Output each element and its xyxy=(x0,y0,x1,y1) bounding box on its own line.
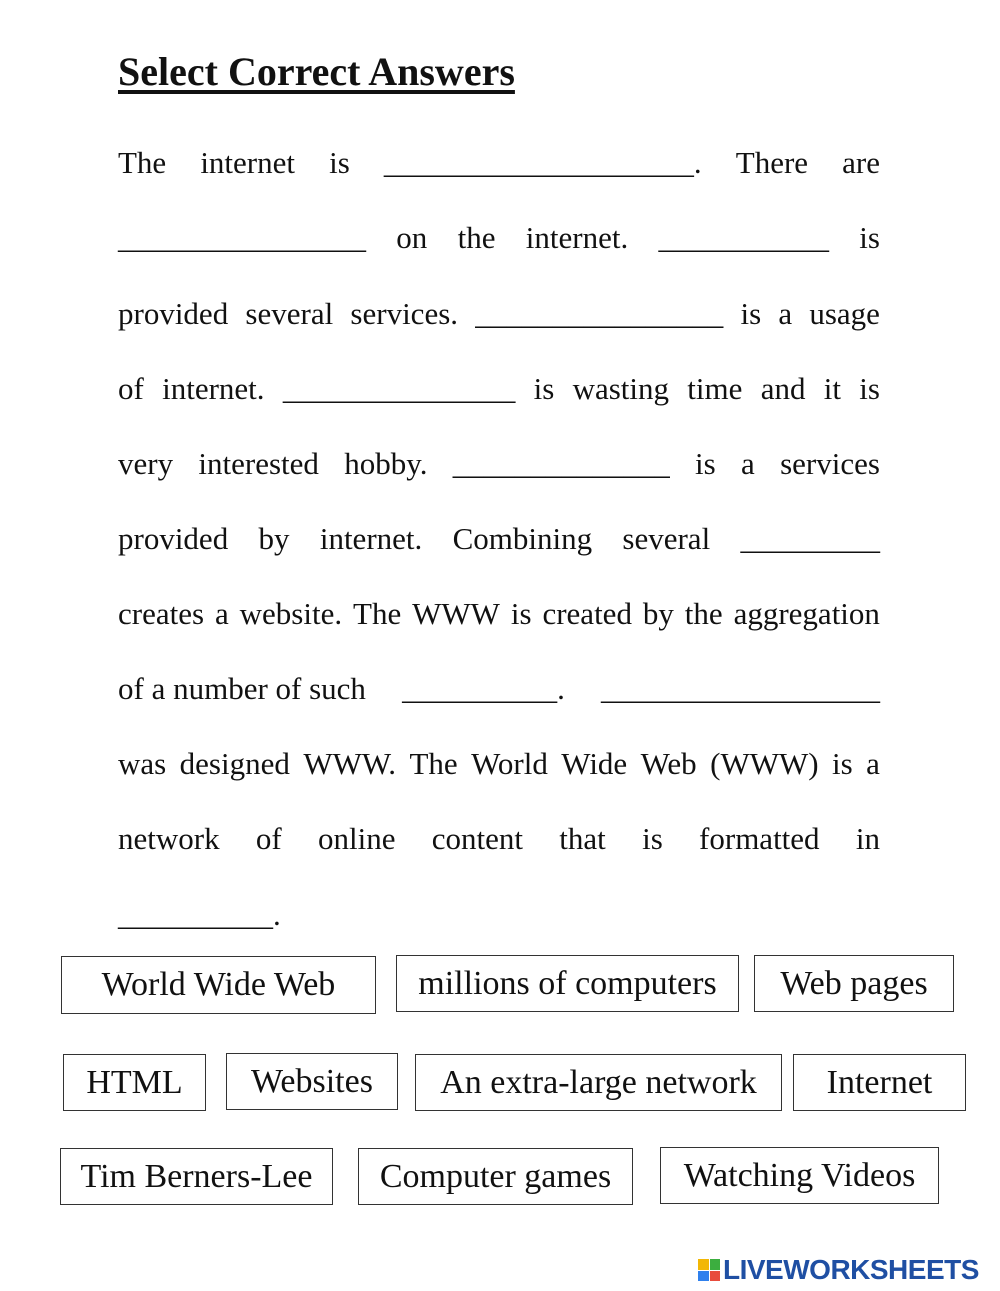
paragraph-line xyxy=(118,521,880,557)
answer-option-millions-of-computers[interactable]: millions of computers xyxy=(396,955,739,1012)
paragraph-word: is xyxy=(510,596,532,631)
paragraph-word: internet. xyxy=(319,521,423,556)
paragraph-word: designed xyxy=(179,746,290,781)
paragraph-word: a xyxy=(866,746,880,781)
answer-option-web-pages[interactable]: Web pages xyxy=(754,955,954,1012)
paragraph-word: is xyxy=(832,746,853,781)
paragraph-word: is xyxy=(533,371,555,406)
paragraph-word: website. xyxy=(239,596,343,631)
paragraph-word: WWW xyxy=(412,596,500,631)
answer-option-watching-videos[interactable]: Watching Videos xyxy=(660,1147,939,1204)
paragraph-word: in xyxy=(855,821,880,856)
paragraph-word: usage xyxy=(809,296,880,331)
paragraph-word: There xyxy=(735,145,809,180)
paragraph-line xyxy=(118,821,880,857)
paragraph-word: internet. xyxy=(525,220,629,255)
answer-option-computer-games[interactable]: Computer games xyxy=(358,1148,633,1205)
paragraph-word: online xyxy=(317,821,396,856)
paragraph-word: (WWW) xyxy=(710,746,819,781)
paragraph-word: the xyxy=(684,596,723,631)
answer-blank[interactable]: ________________ xyxy=(475,296,724,331)
answer-option-internet[interactable]: Internet xyxy=(793,1054,966,1111)
paragraph-word: The xyxy=(409,746,458,781)
mark-square xyxy=(710,1259,721,1270)
answer-option-tim-berners-lee[interactable]: Tim Berners-Lee xyxy=(60,1148,333,1205)
paragraph-word: on xyxy=(396,220,428,255)
paragraph-word: internet. xyxy=(162,371,265,406)
paragraph-word: a xyxy=(778,296,793,331)
paragraph-word: WWW. xyxy=(303,746,397,781)
mark-square xyxy=(698,1259,709,1270)
paragraph-word: Web xyxy=(640,746,697,781)
paragraph-word: created xyxy=(542,596,632,631)
paragraph-line xyxy=(118,145,880,181)
paragraph-word: hobby. xyxy=(344,446,428,481)
paragraph-line xyxy=(118,371,880,407)
worksheet-title: Select Correct Answers xyxy=(118,49,515,94)
paragraph-word: is xyxy=(642,821,663,856)
paragraph-word: time xyxy=(687,371,743,406)
paragraph-line xyxy=(118,220,880,256)
paragraph-word: Wide xyxy=(561,746,628,781)
answer-option-websites[interactable]: Websites xyxy=(226,1053,398,1110)
paragraph-word: are xyxy=(842,145,880,180)
paragraph-line xyxy=(118,446,880,482)
paragraph-word: wasting xyxy=(572,371,670,406)
paragraph-word: several xyxy=(245,296,334,331)
paragraph-word: aggregation xyxy=(733,596,880,631)
paragraph-line xyxy=(118,897,880,933)
paragraph-line xyxy=(118,596,880,632)
paragraph-word: a xyxy=(741,446,755,481)
answer-blank[interactable]: __________________ xyxy=(601,671,880,706)
paragraph-word: is xyxy=(695,446,716,481)
answer-option-extra-large-network[interactable]: An extra-large network xyxy=(415,1054,782,1111)
paragraph-word: The xyxy=(118,145,167,180)
paragraph-word: The xyxy=(353,596,402,631)
paragraph-word: the xyxy=(457,220,496,255)
answer-blank[interactable]: __________. xyxy=(118,897,281,932)
paragraph-word: internet xyxy=(200,145,295,180)
paragraph-word: several xyxy=(622,521,711,556)
answer-blank[interactable]: __________. xyxy=(402,671,565,706)
liveworksheets-logo xyxy=(698,1255,979,1285)
mark-square xyxy=(710,1271,721,1282)
paragraph-word: of xyxy=(118,371,144,406)
paragraph-word: was xyxy=(118,746,167,781)
paragraph-word: provided xyxy=(118,521,229,556)
paragraph-line xyxy=(118,746,880,782)
paragraph-word: services. xyxy=(350,296,459,331)
paragraph-word: and xyxy=(760,371,806,406)
paragraph-word: that xyxy=(559,821,606,856)
paragraph-word: Combining xyxy=(452,521,593,556)
paragraph-word: by xyxy=(642,596,674,631)
paragraph-word: interested xyxy=(198,446,319,481)
mark-square xyxy=(698,1271,709,1282)
paragraph-word: formatted xyxy=(699,821,820,856)
paragraph-word: of a number of such xyxy=(118,671,366,706)
answer-blank[interactable]: ____________________. xyxy=(383,145,702,180)
paragraph-word: is xyxy=(329,145,350,180)
paragraph-word: it xyxy=(823,371,841,406)
paragraph-word: World xyxy=(471,746,548,781)
paragraph-word: very xyxy=(118,446,174,481)
paragraph-word: services xyxy=(780,446,880,481)
paragraph-word: network xyxy=(118,821,220,856)
paragraph-word: content xyxy=(431,821,524,856)
paragraph-word: is xyxy=(859,220,880,255)
paragraph-word: provided xyxy=(118,296,229,331)
answer-blank[interactable]: ______________ xyxy=(452,446,670,481)
answer-blank[interactable]: _________ xyxy=(740,521,880,556)
answer-blank[interactable]: ________________ xyxy=(118,220,366,255)
paragraph-word: is xyxy=(740,296,762,331)
liveworksheets-logo-text: LIVEWORKSHEETS xyxy=(723,1254,979,1285)
paragraph-word: by xyxy=(258,521,290,556)
liveworksheets-mark-icon xyxy=(698,1259,720,1281)
paragraph-line xyxy=(118,296,880,332)
paragraph-word: creates xyxy=(118,596,205,631)
answer-blank[interactable]: ___________ xyxy=(658,220,829,255)
answer-blank[interactable]: _______________ xyxy=(282,371,516,406)
answer-option-world-wide-web[interactable]: World Wide Web xyxy=(61,956,376,1014)
paragraph-word: is xyxy=(859,371,880,406)
paragraph-line xyxy=(118,671,880,707)
paragraph-word: of xyxy=(255,821,282,856)
answer-option-html[interactable]: HTML xyxy=(63,1054,206,1111)
paragraph-word: a xyxy=(214,596,229,631)
